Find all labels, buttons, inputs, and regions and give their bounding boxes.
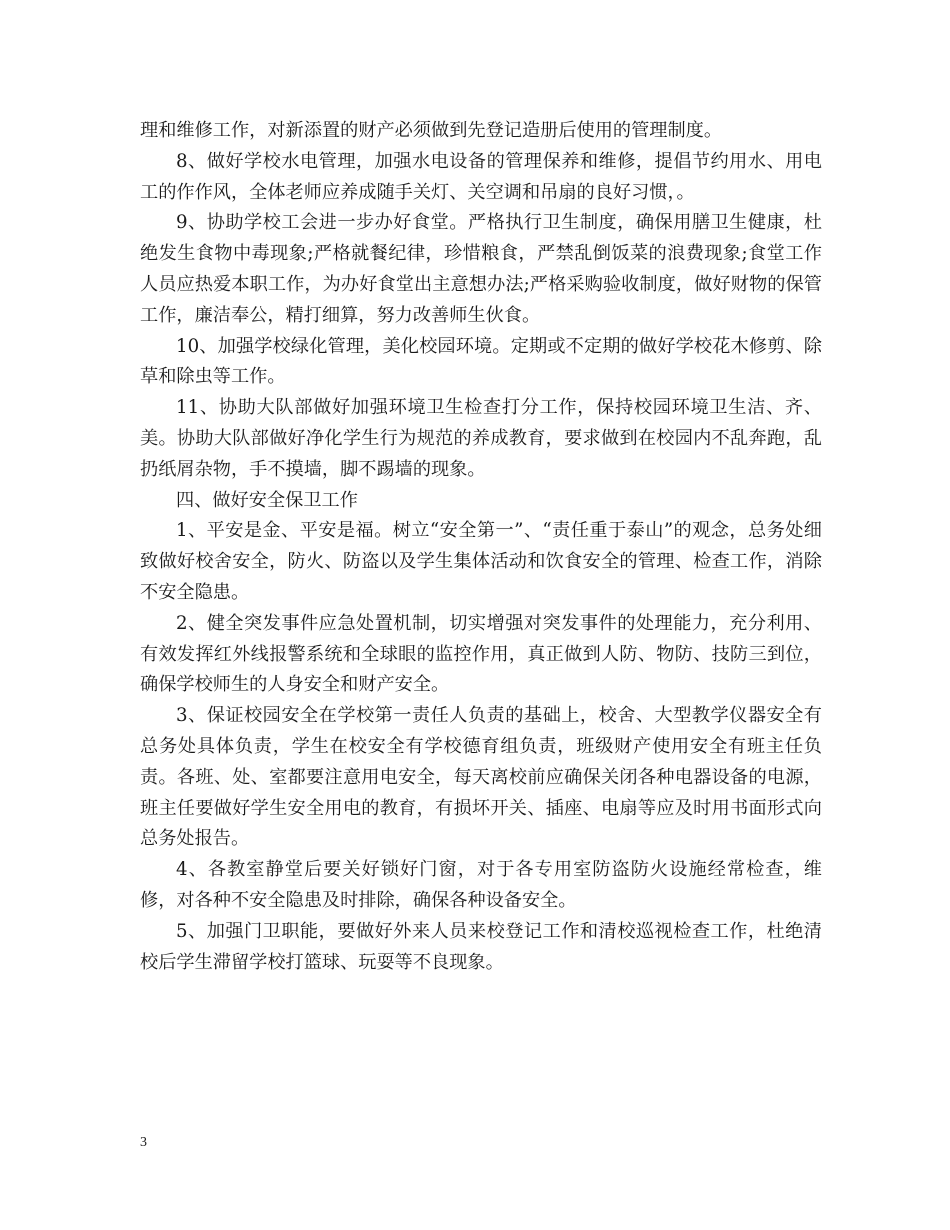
paragraph-item-11: 11、协助大队部做好加强环境卫生检查打分工作，保持校园环境卫生洁、齐、美。协助大队部做好净化学生行为规范的养成教育，要求做到在校园内不乱奔跑，乱扔纸屑杂物，手不摸墙，脚不踢墙的现象。 bbox=[140, 397, 822, 480]
section-heading-security: 四、做好安全保卫工作 bbox=[176, 489, 358, 511]
paragraph-item-9: 9、协助学校工会进一步办好食堂。严格执行卫生制度，确保用膳卫生健康，杜绝发生食物中毒现象;严格就餐纪律，珍惜粮食，严禁乱倒饭菜的浪费现象;食堂工作人员应热爱本职工作，为办好食堂出主意想办法;严格采购验收制度，做好财物的保管工作，廉洁奉公，精打细算，努力改善师生伙食。 bbox=[140, 212, 822, 326]
paragraph-security-5: 5、加强门卫职能，要做好外来人员来校登记工作和清校巡视检查工作，杜绝清校后学生滞留学校打篮球、玩耍等不良现象。 bbox=[140, 920, 822, 973]
page-number: 3 bbox=[140, 1135, 147, 1150]
paragraph-continuation: 理和维修工作，对新添置的财产必须做到先登记造册后使用的管理制度。 bbox=[140, 120, 723, 141]
document-body bbox=[140, 116, 822, 978]
paragraph-security-3: 3、保证校园安全在学校第一责任人负责的基础上，校舍、大型教学仪器安全有总务处具体负责，学生在校安全有学校德育组负责，班级财产使用安全有班主任负责。各班、处、室都要注意用电安全，每天离校前应确保关闭各种电器设备的电源，班主任要做好学生安全用电的教育，有损坏开关、插座、电扇等应及时用书面形式向总务处报告。 bbox=[140, 705, 822, 850]
paragraph-item-10: 10、加强学校绿化管理，美化校园环境。定期或不定期的做好学校花木修剪、除草和除虫等工作。 bbox=[140, 335, 822, 388]
paragraph-security-1: 1、平安是金、平安是福。树立“安全第一”、“责任重于泰山”的观念，总务处细致做好校舍安全，防火、防盗以及学生集体活动和饮食安全的管理、检查工作，消除不安全隐患。 bbox=[140, 520, 822, 603]
paragraph-security-2: 2、健全突发事件应急处置机制，切实增强对突发事件的处理能力，充分利用、有效发挥红外线报警系统和全球眼的监控作用，真正做到人防、物防、技防三到位，确保学校师生的人身安全和财产安全。 bbox=[140, 612, 822, 696]
paragraph-item-8: 8、做好学校水电管理，加强水电设备的管理保养和维修，提倡节约用水、用电工的作作风，全体老师应养成随手关灯、关空调和吊扇的良好习惯，。 bbox=[140, 150, 822, 203]
paragraph-security-4: 4、各教室静堂后要关好锁好门窗，对于各专用室防盗防火设施经常检查，维修，对各种不安全隐患及时排除，确保各种设备安全。 bbox=[140, 859, 822, 911]
